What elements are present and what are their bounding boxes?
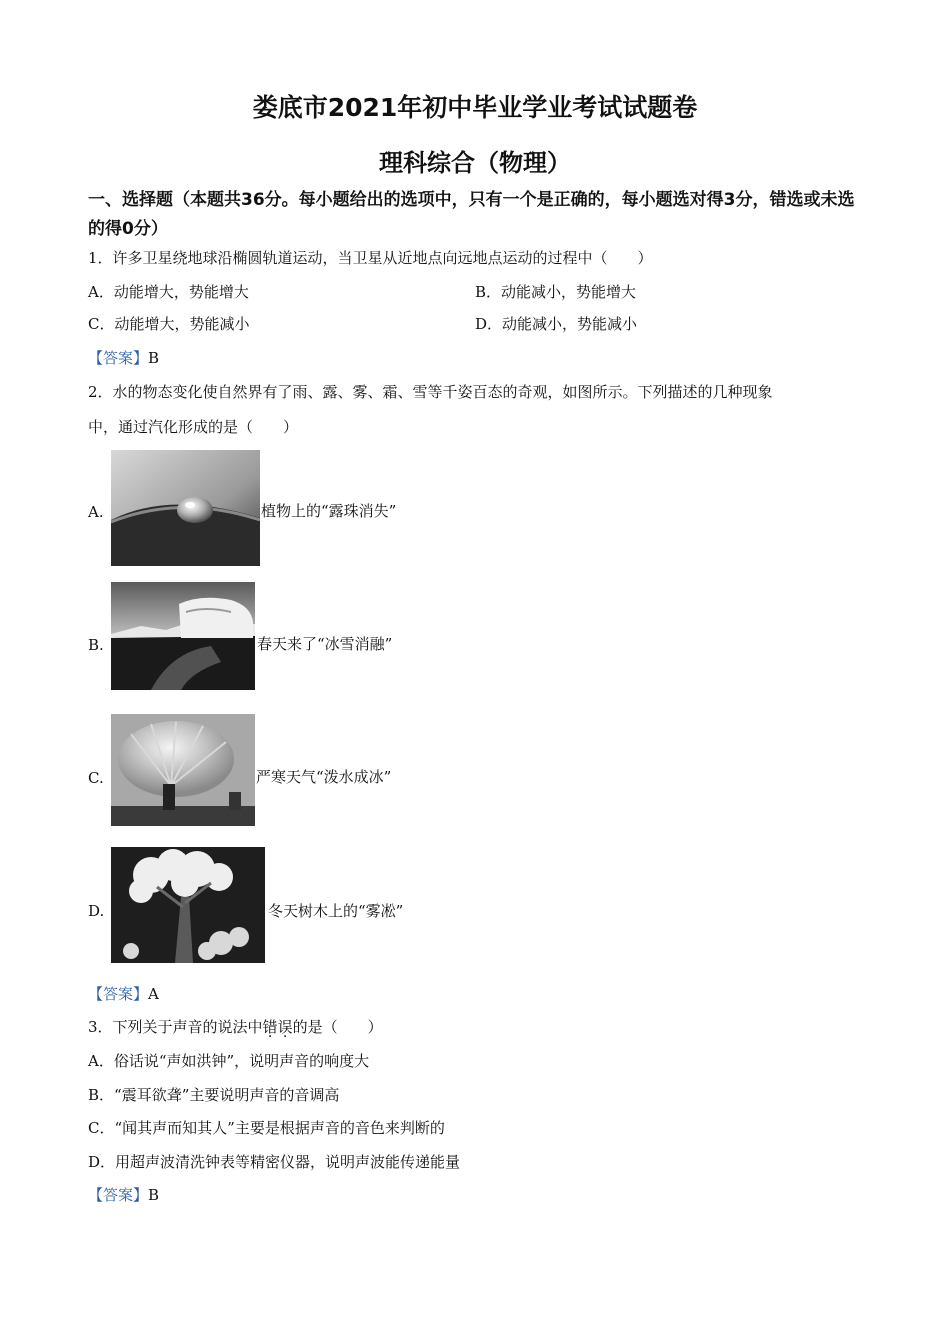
q2-option-c-caption: 严寒天气“泼水成冰” bbox=[256, 768, 392, 786]
dew-drop-photo bbox=[111, 450, 260, 566]
page-subtitle: 理科综合（物理） bbox=[379, 149, 571, 177]
answer-value: B bbox=[148, 349, 160, 367]
q1-option-d: D．动能减小，势能减小 bbox=[475, 315, 638, 333]
melting-ice-photo bbox=[111, 582, 255, 690]
q3-option-a: A．俗话说“声如洪钟”，说明声音的响度大 bbox=[88, 1052, 370, 1070]
q1-stem: 1．许多卫星绕地球沿椭圆轨道运动，当卫星从近地点向远地点运动的过程中（ ） bbox=[88, 249, 653, 267]
page-title: 娄底市2021年初中毕业学业考试试题卷 bbox=[252, 93, 698, 122]
answer-value: A bbox=[148, 985, 159, 1003]
q2-stem-line2: 中，通过汽化形成的是（ ） bbox=[88, 418, 299, 436]
answer-label: 【答案】 bbox=[88, 1186, 149, 1204]
q3-answer bbox=[88, 1184, 159, 1206]
q2-option-a-caption: 植物上的“露珠消失” bbox=[261, 502, 397, 520]
section-heading: 一、选择题（本题共36分。每小题给出的选项中，只有一个是正确的，每小题选对得3分，错选或未选的得0分） bbox=[88, 190, 855, 239]
q2-option-c-letter: C. bbox=[88, 769, 104, 787]
q3-option-b: B．“震耳欲聋”主要说明声音的音调高 bbox=[88, 1086, 340, 1104]
q2-option-b-letter: B. bbox=[88, 636, 104, 654]
q3-stem-emphasis-2: 误 bbox=[277, 1018, 293, 1036]
q2-option-d-caption: 冬天树木上的“雾凇” bbox=[268, 902, 404, 920]
q1-option-a: A．动能增大，势能增大 bbox=[88, 283, 249, 301]
q3-stem-pre: 3．下列关于声音的说法中 bbox=[88, 1018, 263, 1036]
q3-stem-emphasis-1: 错 bbox=[262, 1018, 278, 1036]
answer-label: 【答案】 bbox=[88, 349, 149, 367]
q3-stem bbox=[88, 1016, 383, 1038]
q1-option-c: C．动能增大，势能减小 bbox=[88, 315, 250, 333]
rime-tree-photo bbox=[111, 847, 265, 963]
q2-option-b-caption: 春天来了“冰雪消融” bbox=[257, 635, 393, 653]
q2-option-d-letter: D. bbox=[88, 902, 105, 920]
q2-stem-line1: 2．水的物态变化使自然界有了雨、露、雾、霜、雪等千姿百态的奇观，如图所示。下列描述的几种现象 bbox=[88, 383, 773, 401]
answer-label: 【答案】 bbox=[88, 985, 149, 1003]
q3-option-d: D．用超声波清洗钟表等精密仪器，说明声波能传递能量 bbox=[88, 1153, 461, 1171]
q1-option-b: B．动能减小，势能增大 bbox=[475, 283, 637, 301]
water-to-ice-photo bbox=[111, 714, 255, 826]
q3-option-c: C．“闻其声而知其人”主要是根据声音的音色来判断的 bbox=[88, 1119, 445, 1137]
answer-value: B bbox=[148, 1186, 160, 1204]
q3-stem-post: 的是（ ） bbox=[292, 1018, 383, 1036]
q2-option-a-letter: A. bbox=[88, 503, 104, 521]
q1-answer bbox=[88, 347, 159, 369]
q2-answer bbox=[88, 983, 159, 1005]
